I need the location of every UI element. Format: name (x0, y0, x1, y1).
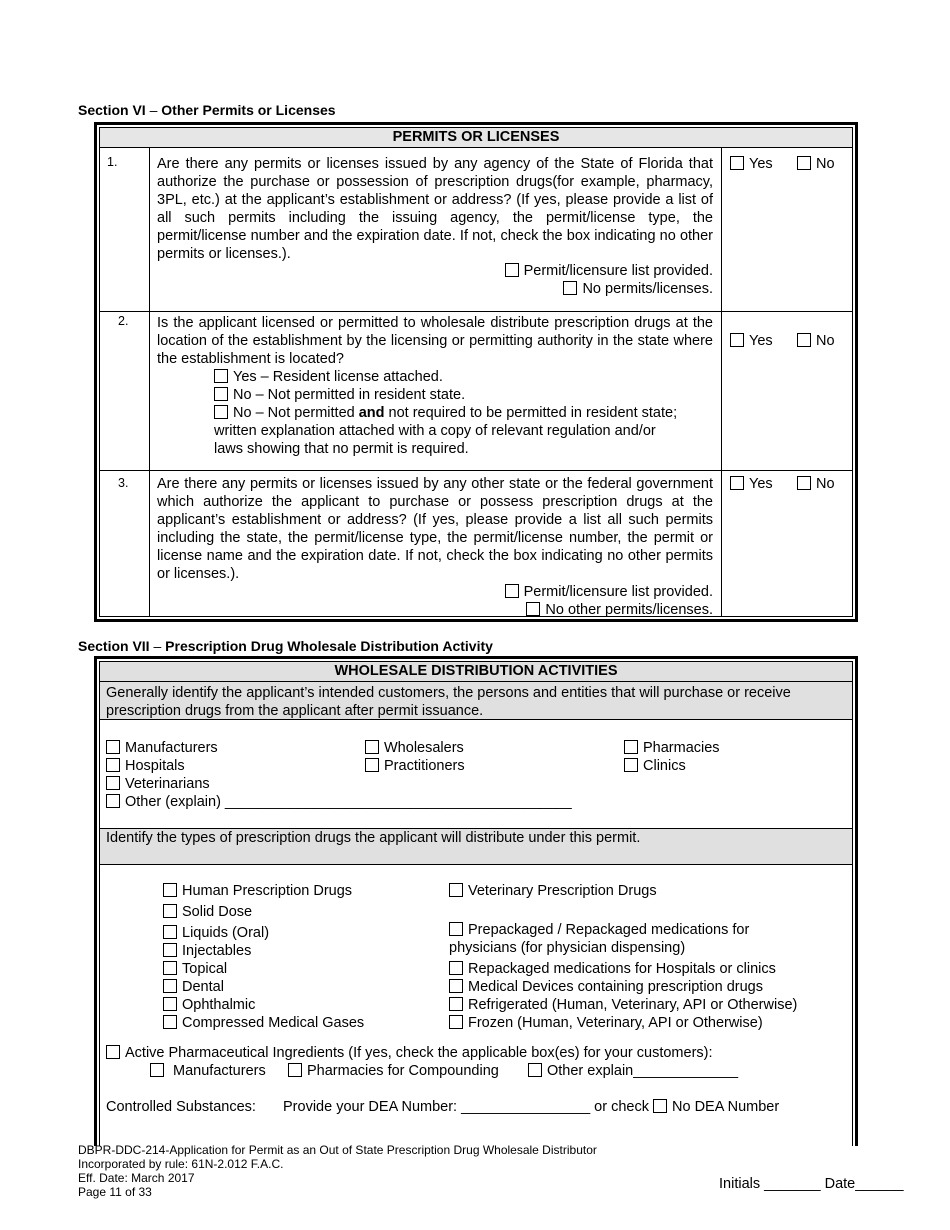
dea-number-field[interactable]: Provide your DEA Number: ________________ or check No DEA Number (283, 1099, 780, 1115)
checkbox[interactable] (797, 156, 811, 170)
drug-human-prescription[interactable]: Human Prescription Drugs (163, 882, 352, 900)
q3-no-option[interactable]: No (797, 475, 835, 493)
q1-no-option[interactable]: No (797, 155, 835, 173)
checkbox[interactable] (730, 476, 744, 490)
customer-clinics[interactable]: Clinics (624, 757, 686, 775)
initials-field[interactable]: Initials _______ Date______ (719, 1176, 904, 1192)
checkbox[interactable] (106, 758, 120, 772)
checkbox[interactable] (163, 997, 177, 1011)
checkbox[interactable] (214, 387, 228, 401)
drugs-prompt: Identify the types of prescription drugs the applicant will distribute under this permit. (106, 830, 641, 846)
checkbox[interactable] (365, 740, 379, 754)
checkbox[interactable] (528, 1063, 542, 1077)
checkbox[interactable] (449, 997, 463, 1011)
checkbox[interactable] (730, 156, 744, 170)
drug-topical[interactable]: Topical (163, 960, 227, 978)
drug-prepackaged-line2: physicians (for physician dispensing) (449, 940, 686, 956)
checkbox[interactable] (288, 1063, 302, 1077)
drug-prepackaged[interactable]: Prepackaged / Repackaged medications for (449, 921, 749, 939)
row-number: 1. (107, 155, 118, 169)
checkbox[interactable] (797, 476, 811, 490)
customer-hospitals[interactable]: Hospitals (106, 757, 185, 775)
drug-frozen[interactable]: Frozen (Human, Veterinary, API or Otherwise) (449, 1014, 763, 1032)
q2-yes-option[interactable]: Yes (730, 332, 773, 350)
q1-no-permits-option[interactable]: No permits/licenses. (400, 280, 713, 298)
checkbox[interactable] (106, 794, 120, 808)
customer-veterinarians[interactable]: Veterinarians (106, 775, 210, 793)
checkbox[interactable] (505, 263, 519, 277)
checkbox[interactable] (624, 758, 638, 772)
q2-explanation-text-2: laws showing that no permit is required. (214, 441, 469, 457)
checkbox[interactable] (163, 943, 177, 957)
checkbox[interactable] (449, 1015, 463, 1029)
checkbox[interactable] (163, 904, 177, 918)
checkbox[interactable] (505, 584, 519, 598)
customer-manufacturers[interactable]: Manufacturers (106, 739, 218, 757)
checkbox[interactable] (449, 883, 463, 897)
footer-rule: Incorporated by rule: 61N-2.012 F.A.C. (78, 1157, 284, 1171)
wholesale-table-header: WHOLESALE DISTRIBUTION ACTIVITIES (100, 662, 852, 682)
checkbox[interactable] (214, 369, 228, 383)
controlled-substances-label: Controlled Substances: (106, 1099, 256, 1115)
drug-ophthalmic[interactable]: Ophthalmic (163, 996, 255, 1014)
checkbox[interactable] (163, 961, 177, 975)
checkbox[interactable] (106, 740, 120, 754)
q3-no-permits-option[interactable]: No other permits/licenses. (400, 601, 713, 619)
drug-injectables[interactable]: Injectables (163, 942, 251, 960)
footer-form-id: DBPR-DDC-214-Application for Permit as an Out of State Prescription Drug Wholesale Distributor (78, 1143, 597, 1157)
q3-yes-option[interactable]: Yes (730, 475, 773, 493)
wholesale-table (94, 656, 858, 1146)
checkbox[interactable] (163, 1015, 177, 1029)
section-6-title: Section VI – Other Permits or Licenses (78, 102, 336, 118)
customer-practitioners[interactable]: Practitioners (365, 757, 465, 775)
checkbox[interactable] (365, 758, 379, 772)
row-number: 3. (118, 476, 129, 490)
q2-not-required-option[interactable]: No – Not permitted and not required to be permitted in resident state; (214, 404, 677, 422)
checkbox[interactable] (730, 333, 744, 347)
permits-table-header: PERMITS OR LICENSES (100, 128, 852, 148)
row-number: 2. (118, 314, 129, 328)
checkbox[interactable] (214, 405, 228, 419)
checkbox[interactable] (653, 1099, 667, 1113)
question-1-text: Are there any permits or licenses issued by any agency of the State of Florida that authorize the purchase or possession of prescription drugs(for example, pharmacy, 3PL, etc.) at the applicant’s establishment or address? (If yes, please provide a list of all such permits including the issuing agency, the permit/license type, the permit/license number and the expiration date. If not, check the box indicating no other permits or licenses.). (157, 156, 713, 262)
q2-not-permitted-option[interactable]: No – Not permitted in resident state. (214, 386, 465, 404)
drug-dental[interactable]: Dental (163, 978, 224, 996)
drug-compressed-gases[interactable]: Compressed Medical Gases (163, 1014, 364, 1032)
checkbox[interactable] (106, 776, 120, 790)
q2-explanation-text: written explanation attached with a copy of relevant regulation and/or (214, 423, 656, 439)
drug-veterinary[interactable]: Veterinary Prescription Drugs (449, 882, 657, 900)
drug-medical-devices[interactable]: Medical Devices containing prescription drugs (449, 978, 763, 996)
footer-page-number: Page 11 of 33 (78, 1185, 152, 1199)
q1-yes-option[interactable]: Yes (730, 155, 773, 173)
api-option[interactable]: Active Pharmaceutical Ingredients (If yes, check the applicable box(es) for your customers): (106, 1044, 713, 1062)
checkbox[interactable] (526, 602, 540, 616)
question-2-text: Is the applicant licensed or permitted to wholesale distribute prescription drugs at the location of the establishment by the licensing or permitting authority in the state where the establishment is located? (157, 315, 713, 367)
checkbox[interactable] (163, 979, 177, 993)
q1-permit-list-option[interactable]: Permit/licensure list provided. (400, 262, 713, 280)
question-3-text: Are there any permits or licenses issued by any other state or the federal government which authorize the applicant to purchase or possess prescription drugs at the applicant’s establishment or address? (If yes, please provide a list all such permits including the state, the permit/license type, the permit/license number, the permit or license name and the expiration date. If not, check the box indicating no other permits or licenses.). (157, 476, 713, 582)
drug-liquids-oral[interactable]: Liquids (Oral) (163, 924, 269, 942)
customer-wholesalers[interactable]: Wholesalers (365, 739, 464, 757)
checkbox[interactable] (106, 1045, 120, 1059)
checkbox[interactable] (449, 979, 463, 993)
q2-resident-license-option[interactable]: Yes – Resident license attached. (214, 368, 443, 386)
q2-no-option[interactable]: No (797, 332, 835, 350)
checkbox[interactable] (150, 1063, 164, 1077)
drug-solid-dose[interactable]: Solid Dose (163, 903, 252, 921)
checkbox[interactable] (163, 925, 177, 939)
checkbox[interactable] (797, 333, 811, 347)
checkbox[interactable] (163, 883, 177, 897)
customers-prompt: Generally identify the applicant’s intended customers, the persons and entities that will purchase or receive prescription drugs from the applicant after permit issuance. (106, 685, 791, 719)
drug-repackaged-hospitals[interactable]: Repackaged medications for Hospitals or clinics (449, 960, 776, 978)
drug-refrigerated[interactable]: Refrigerated (Human, Veterinary, API or Otherwise) (449, 996, 797, 1014)
api-pharmacies-compounding[interactable]: Pharmacies for Compounding (288, 1062, 499, 1080)
api-other[interactable]: Other explain_____________ (528, 1062, 738, 1080)
checkbox[interactable] (624, 740, 638, 754)
customer-other[interactable]: Other (explain) ___________________________________________ (106, 793, 572, 811)
checkbox[interactable] (449, 922, 463, 936)
q3-permit-list-option[interactable]: Permit/licensure list provided. (400, 583, 713, 601)
footer-eff-date: Eff. Date: March 2017 (78, 1171, 195, 1185)
section-7-title: Section VII – Prescription Drug Wholesale Distribution Activity (78, 638, 493, 654)
checkbox[interactable] (449, 961, 463, 975)
api-manufacturers[interactable]: Manufacturers (150, 1062, 266, 1080)
checkbox[interactable] (563, 281, 577, 295)
customer-pharmacies[interactable]: Pharmacies (624, 739, 720, 757)
permits-table (94, 122, 858, 622)
